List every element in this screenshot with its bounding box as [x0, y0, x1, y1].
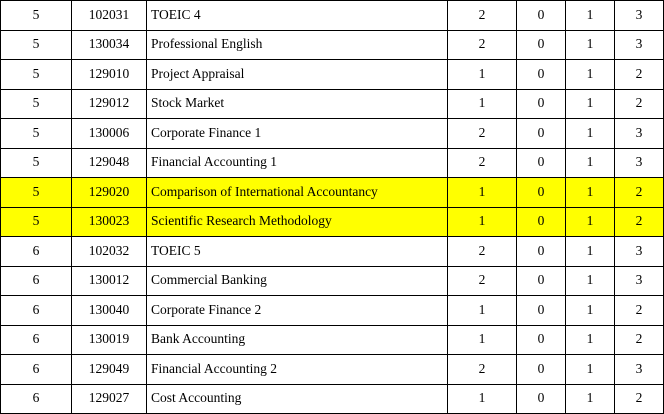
cell-value-3: 1: [566, 296, 615, 326]
cell-value-3: 1: [566, 237, 615, 267]
cell-course-name: TOEIC 4: [147, 1, 448, 31]
cell-semester: 6: [1, 266, 72, 296]
cell-value-4: 2: [615, 296, 664, 326]
cell-value-1: 1: [448, 207, 517, 237]
cell-semester: 5: [1, 119, 72, 149]
cell-value-1: 1: [448, 296, 517, 326]
cell-course-name: Corporate Finance 2: [147, 296, 448, 326]
cell-course-name: TOEIC 5: [147, 237, 448, 267]
cell-value-4: 3: [615, 119, 664, 149]
cell-value-2: 0: [517, 119, 566, 149]
cell-value-3: 1: [566, 355, 615, 385]
cell-course-code: 129049: [72, 355, 147, 385]
cell-semester: 6: [1, 384, 72, 414]
cell-course-code: 102032: [72, 237, 147, 267]
cell-value-4: 3: [615, 148, 664, 178]
cell-course-name: Financial Accounting 1: [147, 148, 448, 178]
table-row: [1, 325, 664, 355]
cell-course-name: Scientific Research Methodology: [147, 207, 448, 237]
cell-course-name: Bank Accounting: [147, 325, 448, 355]
cell-value-4: 3: [615, 355, 664, 385]
cell-course-name: Professional English: [147, 30, 448, 60]
cell-course-name: Corporate Finance 1: [147, 119, 448, 149]
cell-value-1: 2: [448, 355, 517, 385]
cell-value-3: 1: [566, 384, 615, 414]
cell-course-code: 130034: [72, 30, 147, 60]
cell-value-1: 2: [448, 119, 517, 149]
cell-course-name: Stock Market: [147, 89, 448, 119]
cell-course-code: 129048: [72, 148, 147, 178]
cell-value-4: 2: [615, 60, 664, 90]
cell-value-2: 0: [517, 384, 566, 414]
cell-value-2: 0: [517, 237, 566, 267]
table-row: [1, 1, 664, 31]
cell-value-4: 2: [615, 89, 664, 119]
cell-value-4: 3: [615, 237, 664, 267]
cell-value-1: 2: [448, 237, 517, 267]
cell-value-2: 0: [517, 30, 566, 60]
cell-course-name: Comparison of International Accountancy: [147, 178, 448, 208]
cell-value-2: 0: [517, 178, 566, 208]
table-row: [1, 296, 664, 326]
cell-value-1: 1: [448, 178, 517, 208]
cell-value-3: 1: [566, 119, 615, 149]
cell-course-code: 129010: [72, 60, 147, 90]
cell-semester: 6: [1, 325, 72, 355]
cell-value-4: 3: [615, 30, 664, 60]
cell-value-3: 1: [566, 1, 615, 31]
cell-semester: 6: [1, 237, 72, 267]
cell-semester: 5: [1, 148, 72, 178]
cell-value-1: 2: [448, 148, 517, 178]
table-row: [1, 237, 664, 267]
cell-value-1: 2: [448, 1, 517, 31]
cell-course-code: 129020: [72, 178, 147, 208]
table-body: [1, 1, 664, 414]
table-row: [1, 207, 664, 237]
cell-semester: 5: [1, 207, 72, 237]
cell-value-3: 1: [566, 60, 615, 90]
cell-value-3: 1: [566, 148, 615, 178]
cell-value-3: 1: [566, 207, 615, 237]
cell-semester: 5: [1, 89, 72, 119]
cell-course-code: 129027: [72, 384, 147, 414]
cell-course-code: 130019: [72, 325, 147, 355]
cell-semester: 6: [1, 296, 72, 326]
cell-value-4: 2: [615, 178, 664, 208]
cell-course-name: Cost Accounting: [147, 384, 448, 414]
cell-value-1: 2: [448, 30, 517, 60]
table-row: [1, 266, 664, 296]
cell-semester: 5: [1, 178, 72, 208]
cell-value-2: 0: [517, 296, 566, 326]
cell-value-1: 1: [448, 60, 517, 90]
cell-value-2: 0: [517, 207, 566, 237]
cell-value-2: 0: [517, 148, 566, 178]
table-row: [1, 148, 664, 178]
cell-value-2: 0: [517, 1, 566, 31]
cell-semester: 5: [1, 1, 72, 31]
table-row: [1, 178, 664, 208]
cell-value-3: 1: [566, 325, 615, 355]
cell-semester: 6: [1, 355, 72, 385]
table-row: [1, 384, 664, 414]
table-row: [1, 355, 664, 385]
cell-value-4: 2: [615, 207, 664, 237]
cell-course-code: 102031: [72, 1, 147, 31]
cell-course-name: Project Appraisal: [147, 60, 448, 90]
table-row: [1, 60, 664, 90]
cell-course-code: 130040: [72, 296, 147, 326]
table-row: [1, 119, 664, 149]
cell-value-4: 2: [615, 384, 664, 414]
cell-value-2: 0: [517, 60, 566, 90]
cell-value-1: 2: [448, 266, 517, 296]
table-row: [1, 30, 664, 60]
cell-value-2: 0: [517, 355, 566, 385]
cell-semester: 5: [1, 30, 72, 60]
cell-course-code: 130006: [72, 119, 147, 149]
cell-value-1: 1: [448, 325, 517, 355]
cell-value-3: 1: [566, 266, 615, 296]
cell-semester: 5: [1, 60, 72, 90]
cell-course-name: Commercial Banking: [147, 266, 448, 296]
cell-value-2: 0: [517, 89, 566, 119]
cell-value-4: 3: [615, 266, 664, 296]
cell-value-3: 1: [566, 178, 615, 208]
cell-course-code: 130012: [72, 266, 147, 296]
cell-value-1: 1: [448, 384, 517, 414]
cell-course-code: 130023: [72, 207, 147, 237]
cell-value-2: 0: [517, 266, 566, 296]
cell-course-code: 129012: [72, 89, 147, 119]
cell-value-3: 1: [566, 30, 615, 60]
table-row: [1, 89, 664, 119]
cell-value-4: 2: [615, 325, 664, 355]
cell-value-3: 1: [566, 89, 615, 119]
cell-value-1: 1: [448, 89, 517, 119]
cell-value-4: 3: [615, 1, 664, 31]
cell-course-name: Financial Accounting 2: [147, 355, 448, 385]
cell-value-2: 0: [517, 325, 566, 355]
